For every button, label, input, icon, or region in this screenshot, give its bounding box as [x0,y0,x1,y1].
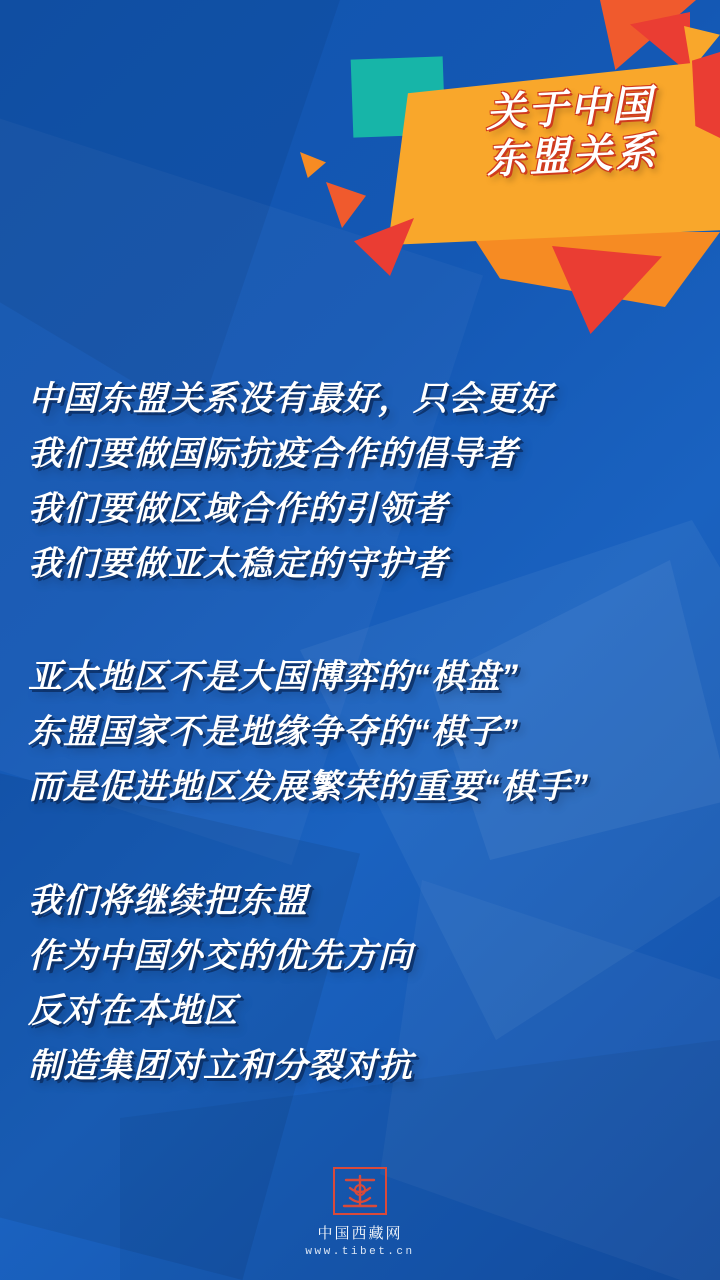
red-spark-icon [354,218,414,276]
poster-body [28,372,692,1094]
body-line: 东盟国家不是地缘争夺的“棋子” [28,713,519,752]
poster-title [438,79,705,187]
body-line: 我们要做区域合作的引领者 [28,490,448,529]
body-line: 作为中国外交的优先方向 [28,936,413,975]
paragraph-block [28,372,692,592]
paragraph-block [28,874,692,1094]
body-line: 反对在本地区 [28,991,238,1030]
paragraph-block [28,650,692,815]
poster-title-line1: 关于中国 [484,82,655,136]
footer [0,1166,720,1258]
orange-spark-icon [300,152,326,178]
body-line: 我们将继续把东盟 [28,881,308,920]
body-line: 制造集团对立和分裂对抗 [28,1046,413,1085]
background-facet [0,0,340,420]
body-line: 我们要做国际抗疫合作的倡导者 [28,435,518,474]
tibet-seal-logo-icon [332,1166,388,1216]
orange-spark-icon [326,182,366,228]
body-line: 中国东盟关系没有最好，只会更好 [28,380,553,418]
body-line: 亚太地区不是大国博弈的“棋盘” [28,658,519,697]
site-url: www.tibet.cn [305,1246,415,1258]
poster-title-line2: 东盟关系 [485,129,660,183]
body-line: 我们要做亚太稳定的守护者 [28,545,448,584]
site-name: 中国西藏网 [317,1225,403,1242]
body-line: 而是促进地区发展繁荣的重要“棋手” [28,768,589,807]
header-graphic-cluster [300,0,720,340]
